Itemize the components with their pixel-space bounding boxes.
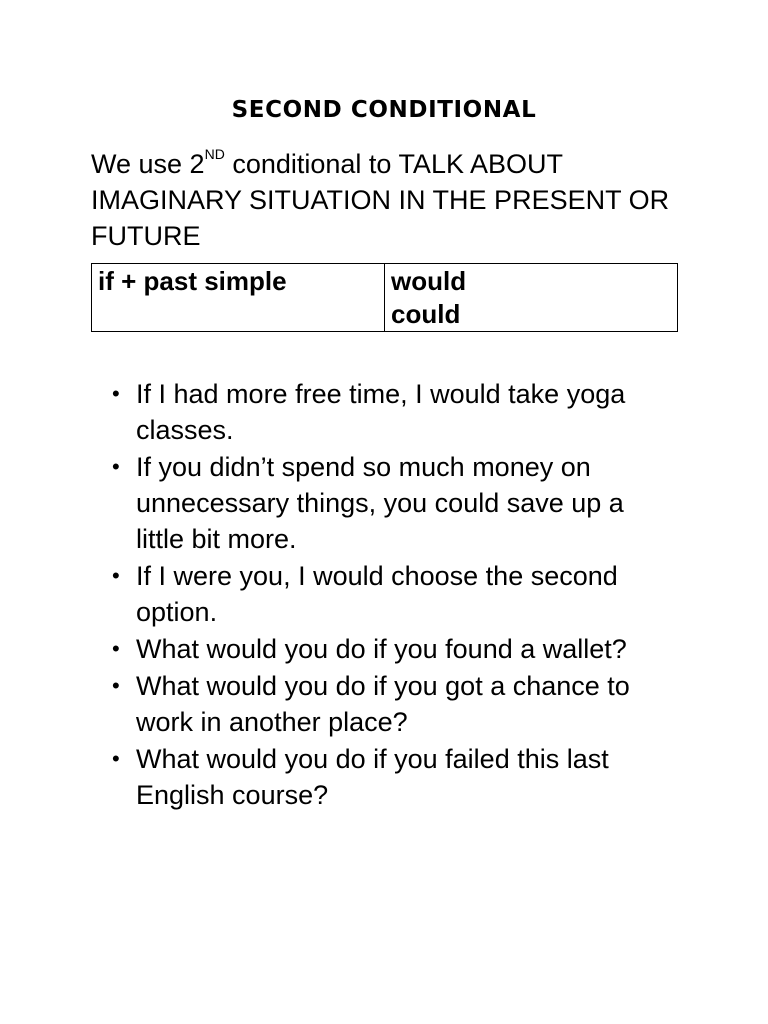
intro-suffix: conditional to TALK ABOUT IMAGINARY SITUATION IN THE PRESENT OR FUTURE: [91, 149, 670, 251]
example-text: What would you do if you failed this last English course?: [136, 744, 609, 810]
list-item: [112, 631, 676, 667]
example-text: What would you do if you found a wallet?: [136, 634, 627, 664]
example-list: [112, 376, 676, 814]
bullet-icon: •: [112, 563, 120, 588]
intro-prefix: We use 2: [91, 149, 205, 179]
list-item: [112, 449, 676, 557]
list-item: [112, 558, 676, 630]
intro-superscript: ND: [204, 146, 225, 162]
list-item: [112, 376, 676, 448]
bullet-icon: •: [112, 636, 120, 661]
formula-would: would: [391, 266, 467, 296]
formula-if-clause: [92, 264, 385, 332]
list-item: [112, 668, 676, 740]
formula-result-clause: [385, 264, 678, 332]
formula-if-text: if + past simple: [98, 266, 287, 296]
formula-row: [92, 264, 678, 332]
example-text: If you didn’t spend so much money on unnecessary things, you could save up a little bit more.: [136, 452, 624, 554]
formula-could: could: [391, 299, 461, 329]
example-text: What would you do if you got a chance to work in another place?: [136, 671, 630, 737]
example-text: If I were you, I would choose the second option.: [136, 561, 618, 627]
bullet-icon: •: [112, 673, 120, 698]
list-item: [112, 741, 676, 813]
formula-table: [91, 263, 678, 332]
page-title: SECOND CONDITIONAL: [231, 97, 537, 123]
example-text: If I had more free time, I would take yoga classes.: [136, 379, 626, 445]
bullet-icon: •: [112, 381, 120, 406]
bullet-icon: •: [112, 454, 120, 479]
bullet-icon: •: [112, 746, 120, 771]
intro-paragraph: [91, 146, 691, 254]
